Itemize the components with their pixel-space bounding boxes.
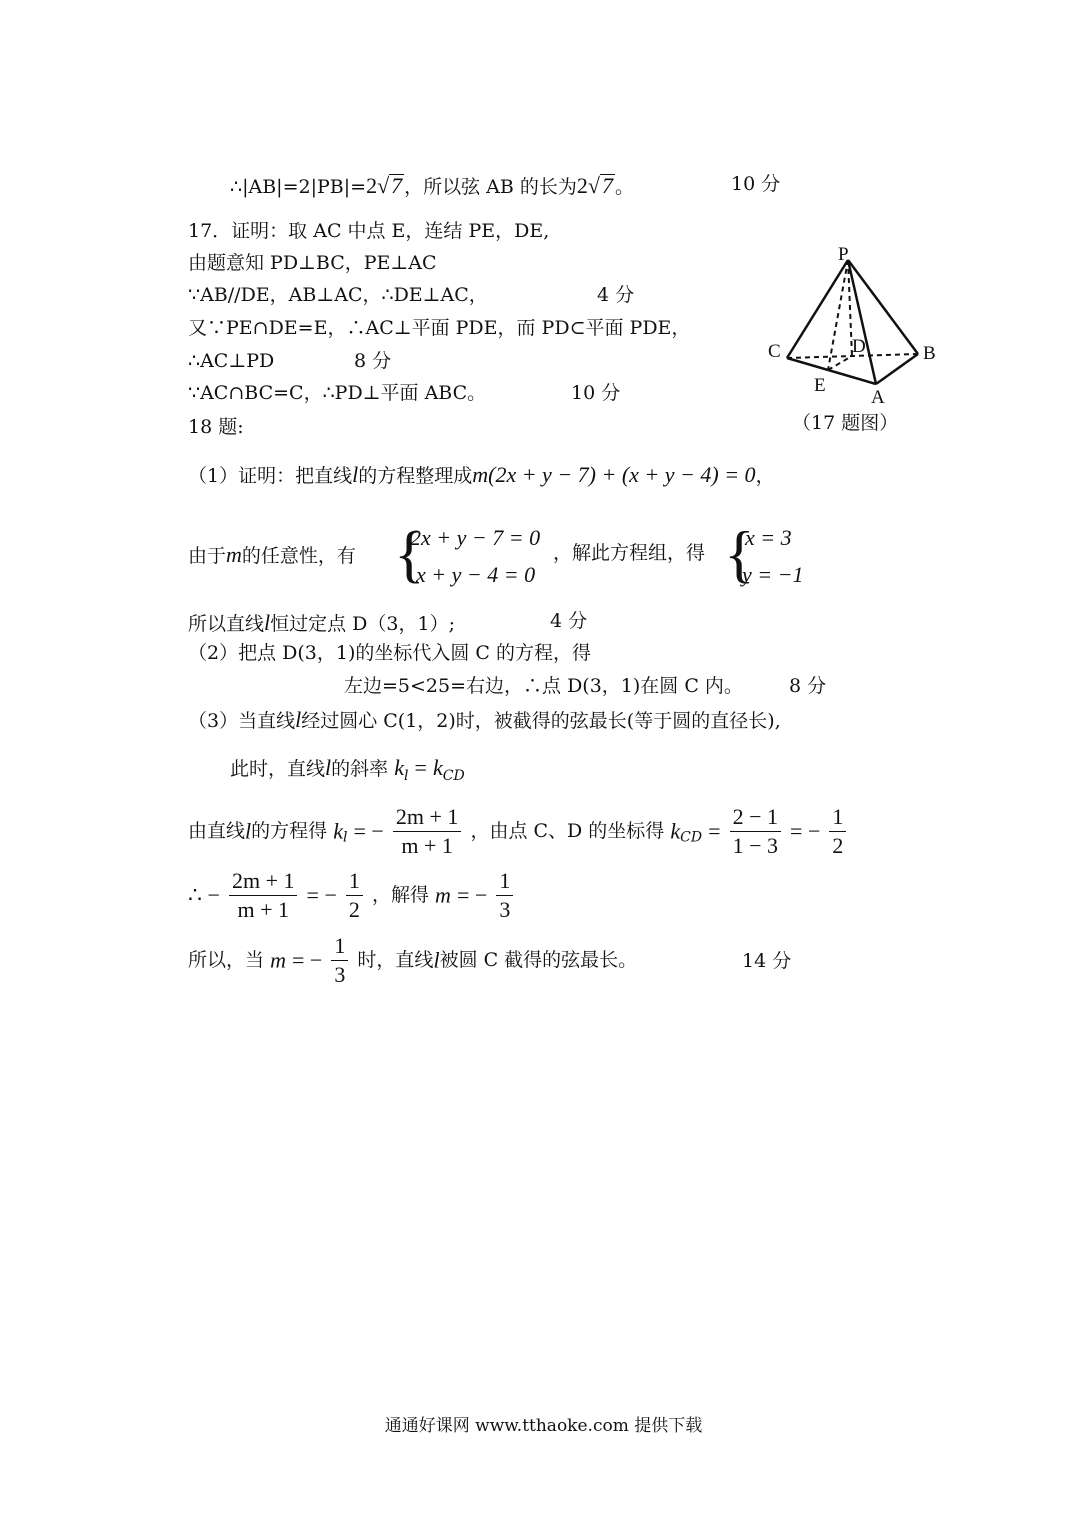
p18-score-8: 8 分 [789,675,827,697]
fraction-slope-l: $\frac{2m + 1}{m + 1}$ [393,806,462,857]
label-E: E [814,375,826,396]
p17-score-8: 8 分 [354,350,392,372]
fraction-m-value: $\frac{1}{3}$ [496,870,513,921]
p18-score-14: 14 分 [742,950,792,972]
p17-line-4: 又∵PE∩DE=E，∴AC⊥平面 PDE，而 PD⊂平面 PDE， [188,317,691,339]
p17-score-4: 4 分 [597,284,635,306]
system-1-row-2: x + y − 4 = 0 [416,562,536,587]
p17-line-6: ∵AC∩BC=C，∴PD⊥平面 ABC。 [188,382,487,404]
fraction-slope-cd: $\frac{2 - 1}{1 - 3}$ [730,806,781,857]
fraction-final-m: $\frac{1}{3}$ [331,935,348,986]
system-1-row-1: 2x + y − 7 = 0 [410,525,541,550]
fraction-neg-half: $\frac{1}{2}$ [829,806,846,857]
p18-step-4: （2）把点 D(3，1)的坐标代入圆 C 的方程，得 [188,642,591,664]
p17-line-5: ∴AC⊥PD [188,350,275,372]
p18-step-2-mid: ，解此方程组，得 [553,542,706,564]
p18-step-5: 左边=5<25=右边，∴点 D(3，1)在圆 C 内。 [344,675,743,697]
label-D: D [852,336,866,357]
figure-caption: （17 题图） [792,412,899,434]
label-B: B [923,343,936,364]
system-2-row-1: x = 3 [745,525,792,550]
fraction-equation-left: $\frac{2m + 1}{m + 1}$ [229,870,298,921]
label-C: C [768,341,781,362]
p18-score-4: 4 分 [550,610,588,632]
label-A: A [871,387,885,408]
label-P: P [838,244,849,265]
system-2-brace: { [724,518,755,589]
p18-step-9: ∴ − $\frac{2m + 1}{m + 1}$ = − $\frac{1}{2}$ ，解得 m = − $\frac{1}{3}$ [188,870,516,921]
p16-score: 10 分 [731,173,781,195]
p17-score-10: 10 分 [571,382,621,404]
p18-step-8: 由直线l的方程得 $k_l$ = − $\frac{2m + 1}{m + 1}$ ，由点 C、D 的坐标得 $k_{CD}$ = $\frac{2 - 1}{1 - 3}$ = − $\frac{1}{2}$ [188,806,849,857]
system-1-brace: { [394,518,425,589]
p18-step-6: （3）当直线l经过圆心 C(1，2)时，被截得的弦最长(等于圆的直径长), [188,707,781,732]
p17-line-3: ∵AB//DE，AB⊥AC，∴DE⊥AC， [188,284,488,306]
pyramid-figure [760,240,950,415]
fraction-equation-right: $\frac{1}{2}$ [346,870,363,921]
p18-step-2: 由于m的任意性，有 [188,542,356,567]
p17-line-2: 由题意知 PD⊥BC，PE⊥AC [188,252,437,274]
p17-line-1: 17．证明：取 AC 中点 E，连结 PE，DE, [188,220,550,242]
p18-step-7: 此时，直线l的斜率 $k_l = k_{CD}$ [230,755,465,784]
p16-conclusion: ∴|AB|=2|PB|=2√7 ，所以弦 AB 的长为2√7 。 [230,173,634,198]
p18-step-3: 所以直线l恒过定点 D（3，1）; [188,610,455,635]
p18-step-1: （1）证明：把直线l的方程整理成m(2x + y − 7) + (x + y − 4) = 0， [188,462,775,487]
footer-watermark: 通通好课网 www.tthaoke.com 提供下载 [384,1416,703,1436]
p18-heading: 18 题: [188,416,244,438]
p18-step-10: 所以，当 m = − $\frac{1}{3}$ 时，直线l被圆 C 截得的弦最长。 [188,933,638,987]
system-2-row-2: y = −1 [742,562,804,587]
